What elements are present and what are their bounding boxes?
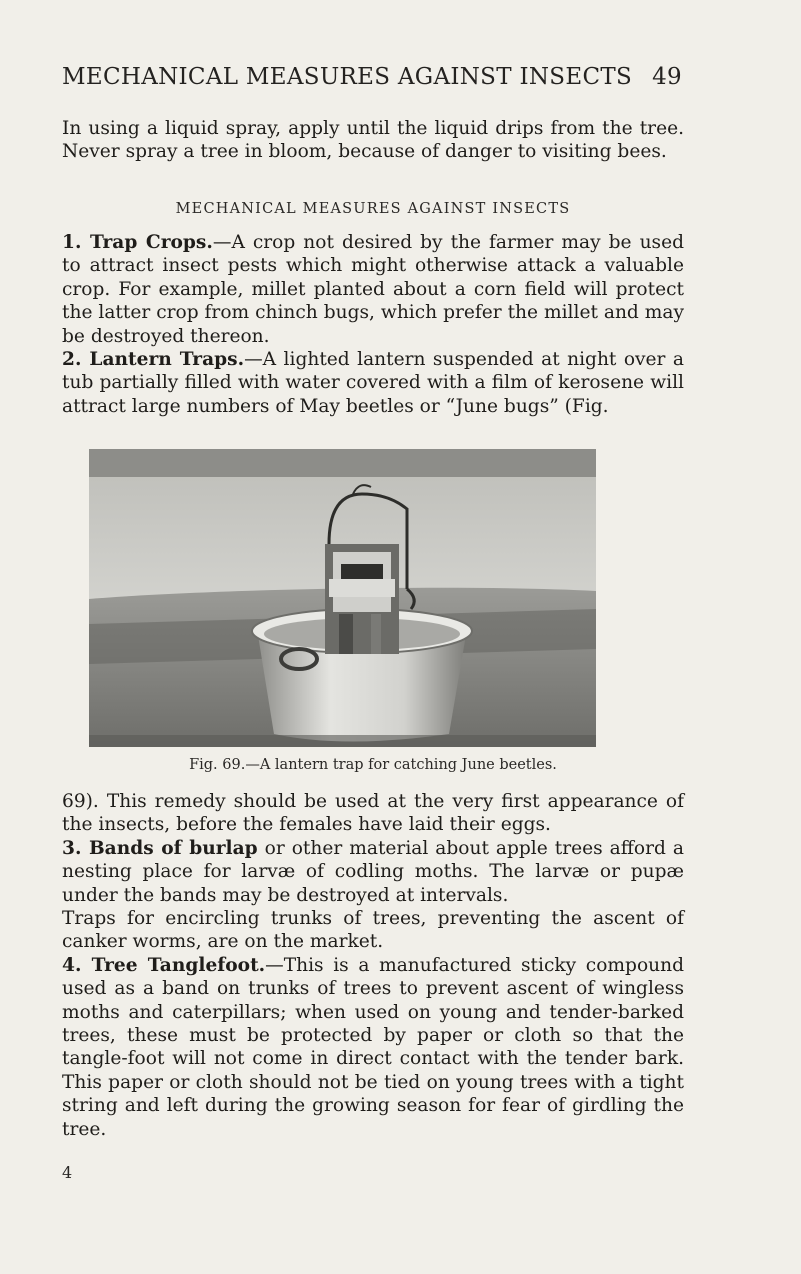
item-heading: 2. Lantern Traps.: [62, 349, 245, 371]
section-heading: MECHANICAL MEASURES AGAINST INSECTS: [175, 201, 571, 217]
running-header: [62, 64, 682, 98]
item-body: —A crop not desired by the farmer may be used to attract insect pests which might otherwise attack a valuable crop. For example, millet planted about a corn field will protect the latter crop from chinch bugs, which prefer the millet and may be destroyed thereon.: [62, 232, 684, 347]
lantern-trap-illustration: [89, 449, 596, 747]
items-block: [62, 231, 684, 418]
item-body: or other material about apple trees afford a nesting place for larvæ of codling moths. The larvæ or pupæ under the bands may be destroyed at intervals.: [62, 837, 684, 906]
item-body: —A lighted lantern suspended at night over a tub partially filled with water covered with a film of kerosene will attract large numbers of May beetles or “June bugs” (Fig.: [62, 349, 684, 417]
continued-block: [62, 790, 684, 1141]
figure-caption: Fig. 69.—A lantern trap for catching June beetles.: [189, 757, 557, 773]
item-lantern-traps: [62, 348, 684, 418]
intro-block: [62, 117, 684, 164]
traps-paragraph: Traps for encircling trunks of trees, preventing the ascent of canker worms, are on the market.: [62, 908, 684, 953]
item-tree-tanglefoot: [62, 954, 684, 1141]
running-title: MECHANICAL MEASURES AGAINST INSECTS: [62, 64, 633, 90]
item-trap-crops: [62, 231, 684, 348]
page-number: 49: [652, 64, 682, 90]
intro-paragraph: In using a liquid spray, apply until the liquid drips from the tree. Never spray a tree in bloom, because of danger to visiting bees.: [62, 118, 684, 163]
item-heading: 3. Bands of burlap: [62, 837, 258, 859]
item-heading: 4. Tree Tanglefoot.: [62, 954, 266, 976]
item-bands-of-burlap: [62, 837, 684, 907]
item-body: —This is a manufactured sticky compound used as a band on trunks of trees to prevent ascent of wingless moths and caterpillars; when used on young and tender-barked trees, these must be protected by paper or cloth so that the tangle-foot will not come in direct contact with the tender bark. This paper or cloth should not be tied on young trees with a tight string and left during the growing season for fear of girdling the tree.: [62, 954, 684, 1140]
continuation-paragraph: 69). This remedy should be used at the very first appearance of the insects, before the females have laid their eggs.: [62, 791, 684, 836]
item-heading: 1. Trap Crops.: [62, 232, 213, 253]
signature-mark: 4: [62, 1163, 73, 1182]
figure-lantern-trap-photo: [89, 449, 596, 747]
tree-line: [89, 449, 596, 477]
